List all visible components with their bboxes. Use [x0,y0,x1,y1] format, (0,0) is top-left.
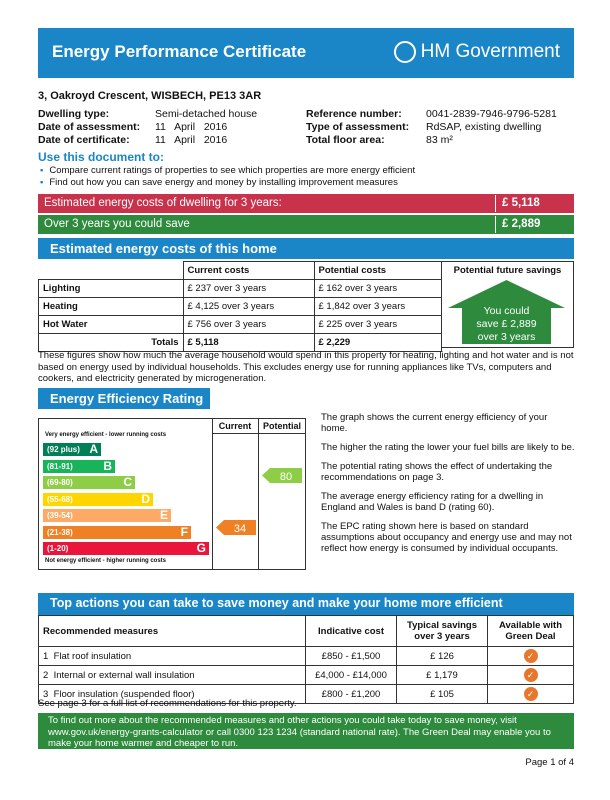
eer-chart [38,418,306,570]
table-row [39,298,442,316]
potential-rating: 80 [279,471,293,483]
band-range: (69-80) [47,478,73,487]
use-bullet: • Compare current ratings of properties to see which properties are more energy efficient [40,165,416,176]
potential-cost: £ 225 over 3 years [314,316,442,334]
certificate-date-value: 11 April 2016 [155,134,228,146]
assessment-date-label: Date of assessment: [38,121,141,133]
top-actions-table [38,615,574,704]
floor-area-value: 83 m² [426,134,453,146]
costs-note: These figures show how much the average household would spend in this property for heating, lighting and hot water and is not based on energy used by individual households. This excludes energy use for running appliances like TVs, computers and cookers, and electricity generated by microgeneration. [38,350,574,384]
table-row [39,666,574,685]
savings-arrow-icon [443,278,570,346]
measure-cell: 1 Flat roof insulation [39,647,306,666]
certificate-header [38,28,574,78]
eer-potential-header: Potential [262,421,301,431]
certificate-date-label: Date of certificate: [38,134,130,146]
saving-cell: £ 1,179 [397,666,488,685]
eer-divider [212,433,305,434]
use-document-heading: Use this document to: [38,150,165,164]
eer-current-header: Current [218,421,252,431]
current-cost: £ 4,125 over 3 years [183,298,314,316]
potential-cost: £ 1,842 over 3 years [314,298,442,316]
savings-header: Typical savings over 3 years [397,616,488,647]
cost-header: Indicative cost [306,616,397,647]
top-actions-header: Top actions you can take to save money and make your home more efficient [38,593,574,615]
band-range: (92 plus) [47,445,80,454]
cost-cell: £4,000 - £14,000 [306,666,397,685]
band-letter: F [180,524,188,539]
crest-icon [394,41,416,63]
assessment-date-value: 11 April 2016 [155,121,228,133]
costs-section-header: Estimated energy costs of this home [38,238,574,259]
totals-row [39,334,442,352]
gov-logo [394,41,560,63]
certificate-title: Energy Performance Certificate [52,42,307,61]
table-header-row [39,616,574,647]
rating-band-e [43,509,171,522]
eer-divider [258,419,259,569]
band-letter: B [103,458,112,473]
band-letter: D [141,491,150,506]
dwelling-type-value: Semi-detached house [155,108,258,120]
current-rating: 34 [233,523,247,535]
table-row [39,316,442,334]
table-row [39,280,442,298]
band-letter: C [123,475,132,489]
band-range: (39-54) [47,511,73,520]
current-cost: £ 756 over 3 years [183,316,314,334]
current-rating-arrow [216,520,256,535]
estimated-cost-value: £ 5,118 [495,195,573,212]
rating-band-b [43,460,115,473]
future-savings-header: Potential future savings [453,265,562,276]
property-address: 3, Oakroyd Crescent, WISBECH, PE13 3AR [38,90,262,102]
eer-section-header: Energy Efficiency Rating [38,388,210,409]
rating-band-d [43,493,153,506]
check-icon: ✓ [524,687,538,701]
savings-bar [38,215,574,234]
green-deal-cell [488,666,574,685]
potential-costs-header: Potential costs [314,262,442,280]
band-range: (1-20) [47,544,69,553]
band-range: (81-91) [47,461,73,471]
saving-cell: £ 105 [397,685,488,704]
table-header-row [39,262,442,280]
rating-band-f [43,526,191,539]
row-name: Heating [39,298,184,316]
band-letter: A [89,442,98,456]
current-cost: £ 237 over 3 years [183,280,314,298]
measure-cell: 2 Internal or external wall insulation [39,666,306,685]
savings-value: £ 2,889 [495,216,573,233]
savings-label: Over 3 years you could save [44,218,190,230]
eer-paragraph: The EPC rating shown here is based on standard assumptions about occupancy and energy use and may not reflect how energy is consumed by individual occupants. [321,521,572,554]
use-bullet: • Find out how you can save energy and money by installing improvement measures [40,177,398,188]
eer-explanation [321,412,576,562]
page-number: Page 1 of 4 [525,757,574,768]
row-name: Lighting [39,280,184,298]
cost-cell: £850 - £1,500 [306,647,397,666]
check-icon: ✓ [524,668,538,682]
eer-paragraph: The average energy efficiency rating for a dwelling in England and Wales is band D (rating 60). [321,491,544,513]
green-deal-cell [488,647,574,666]
reference-number-value: 0041-2839-7946-9796-5281 [426,108,557,120]
assessment-type-value: RdSAP, existing dwelling [426,121,542,133]
saving-cell: £ 126 [397,647,488,666]
band-range: (21-38) [47,527,73,537]
green-deal-header: Available with Green Deal [488,616,574,647]
potential-cost: £ 162 over 3 years [314,280,442,298]
rating-band-g [43,542,209,555]
cost-cell: £800 - £1,200 [306,685,397,704]
costs-table [38,261,442,352]
dwelling-type-label: Dwelling type: [38,108,110,120]
green-deal-info: To find out more about the recommended measures and other actions you could take today to save money, visit www.gov.uk/energy-grants-calculator or call 0300 123 1234 (standard national rate). The Green Deal may enable you to make your home warmer and cheaper to run. [38,713,574,749]
band-letter: G [196,541,206,555]
gov-name: HM Government [420,41,560,62]
check-icon: ✓ [524,649,538,663]
total-current: £ 5,118 [183,334,314,352]
row-name: Hot Water [39,316,184,334]
eer-paragraph: The higher the rating the lower your fuel bills are likely to be. [321,442,575,453]
potential-rating-arrow [262,468,302,483]
band-range: (55-68) [47,494,73,504]
eer-divider [212,419,213,569]
assessment-type-label: Type of assessment: [306,121,410,133]
rating-band-c [43,476,135,489]
reference-number-label: Reference number: [306,108,402,120]
estimated-cost-bar [38,194,574,213]
total-potential: £ 2,229 [314,334,442,352]
estimated-cost-label: Estimated energy costs of dwelling for 3 years: [44,197,282,209]
eer-bottom-label: Not energy efficient - higher running costs [45,558,167,564]
table-row [39,647,574,666]
measure-cell: 3 Floor insulation (suspended floor) [39,685,306,704]
savings-line-2: save £ 2,889 [476,318,537,330]
band-letter: E [159,508,168,522]
table-corner [39,262,184,280]
eer-paragraph: The graph shows the current energy efficiency of your home. [321,412,548,434]
floor-area-label: Total floor area: [306,134,385,146]
savings-line-1: You could [483,305,530,317]
current-costs-header: Current costs [183,262,314,280]
see-page-note: See page 3 for a full list of recommendations for this property. [38,698,297,709]
totals-label: Totals [39,334,184,352]
green-deal-cell [488,685,574,704]
rating-band-a [43,443,101,456]
eer-paragraph: The potential rating shows the effect of undertaking the recommendations on page 3. [321,461,553,483]
measures-header: Recommended measures [39,616,306,647]
eer-top-label: Very energy efficient - lower running costs [45,432,167,438]
savings-line-3: over 3 years [477,331,536,343]
